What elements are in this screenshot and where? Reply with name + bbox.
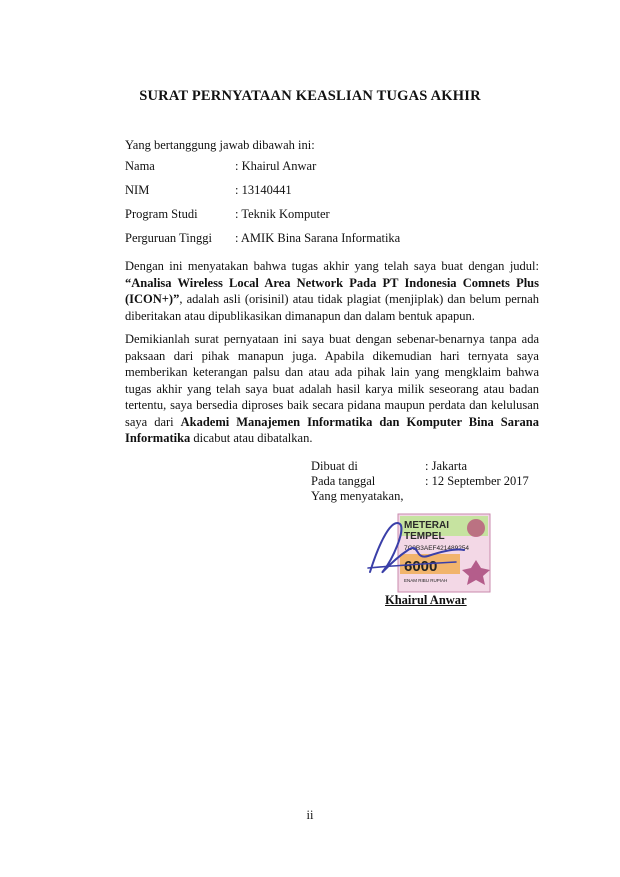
identity-row-institution	[125, 231, 400, 255]
declarer-text: Yang menyatakan,	[311, 489, 404, 503]
identity-row-nim	[125, 183, 400, 207]
date-row	[311, 474, 529, 489]
place-row	[311, 459, 529, 474]
identity-value: : Khairul Anwar	[235, 159, 317, 173]
identity-label: Perguruan Tinggi	[125, 231, 212, 245]
paragraph-text: , adalah asli (orisinil) atau tidak plagiat (menjiplak) dan belum pernah diberitakan atau dipublikasikan dimanapun dan dalam bentuk apapun.	[125, 292, 539, 323]
intro-text: Yang bertanggung jawab dibawah ini:	[125, 138, 315, 152]
date-label: Pada tanggal	[311, 474, 376, 488]
identity-value: : 13140441	[235, 183, 292, 197]
document-title: SURAT PERNYATAAN KEASLIAN TUGAS AKHIR	[139, 88, 481, 104]
place-value: : Jakarta	[425, 459, 467, 473]
declaration-paragraph	[125, 331, 539, 447]
paragraph-text: Demikianlah surat pernyataan ini saya buat dengan sebenar-benarnya tanpa ada paksaan dari pihak manapun juga. Apabila dikemudian hari ternyata saya memberikan keterangan palsu dan atau ada pihak lain yang mengklaim bahwa tugas akhir yang telah saya buat adalah hasil karya milik seseorang atau badan tertentu, saya bersedia diproses baik secara pidana maupun perdata dan kelulusan saya dari	[125, 332, 539, 429]
stamp-line2: TEMPEL	[404, 531, 445, 542]
stamp-value-text: ENAM RIBU RUPIAH	[404, 578, 448, 583]
identity-value: : AMIK Bina Sarana Informatika	[235, 231, 401, 245]
statement-paragraph	[125, 258, 539, 324]
signer-name: Khairul Anwar	[385, 593, 467, 607]
identity-table	[125, 159, 400, 255]
identity-label: NIM	[125, 183, 150, 197]
place-label: Dibuat di	[311, 459, 358, 473]
identity-row-name	[125, 159, 400, 183]
stamp-value: 6000	[404, 558, 438, 575]
date-value: : 12 September 2017	[425, 474, 529, 488]
stamp-serial: 7C0B3AEF421489254	[404, 545, 470, 552]
identity-value: : Teknik Komputer	[235, 207, 330, 221]
institution-name: Akademi Manajemen Informatika dan Komputer Bina Sarana Informatika	[125, 414, 539, 445]
page-number: ii	[306, 808, 314, 822]
stamp-line1: METERAI	[404, 520, 449, 531]
identity-label: Nama	[125, 159, 155, 173]
revenue-stamp	[360, 510, 500, 595]
identity-label: Program Studi	[125, 207, 198, 221]
paragraph-text: dicabut atau dibatalkan.	[190, 431, 313, 445]
garuda-emblem-icon	[467, 519, 485, 537]
paragraph-text: Dengan ini menyatakan bahwa tugas akhir yang telah saya buat dengan judul:	[125, 259, 539, 273]
identity-row-program	[125, 207, 400, 231]
signature-block	[311, 459, 529, 504]
thesis-title: “Analisa Wireless Local Area Network Pada PT Indonesia Comnets Plus (ICON+)”	[125, 275, 539, 306]
